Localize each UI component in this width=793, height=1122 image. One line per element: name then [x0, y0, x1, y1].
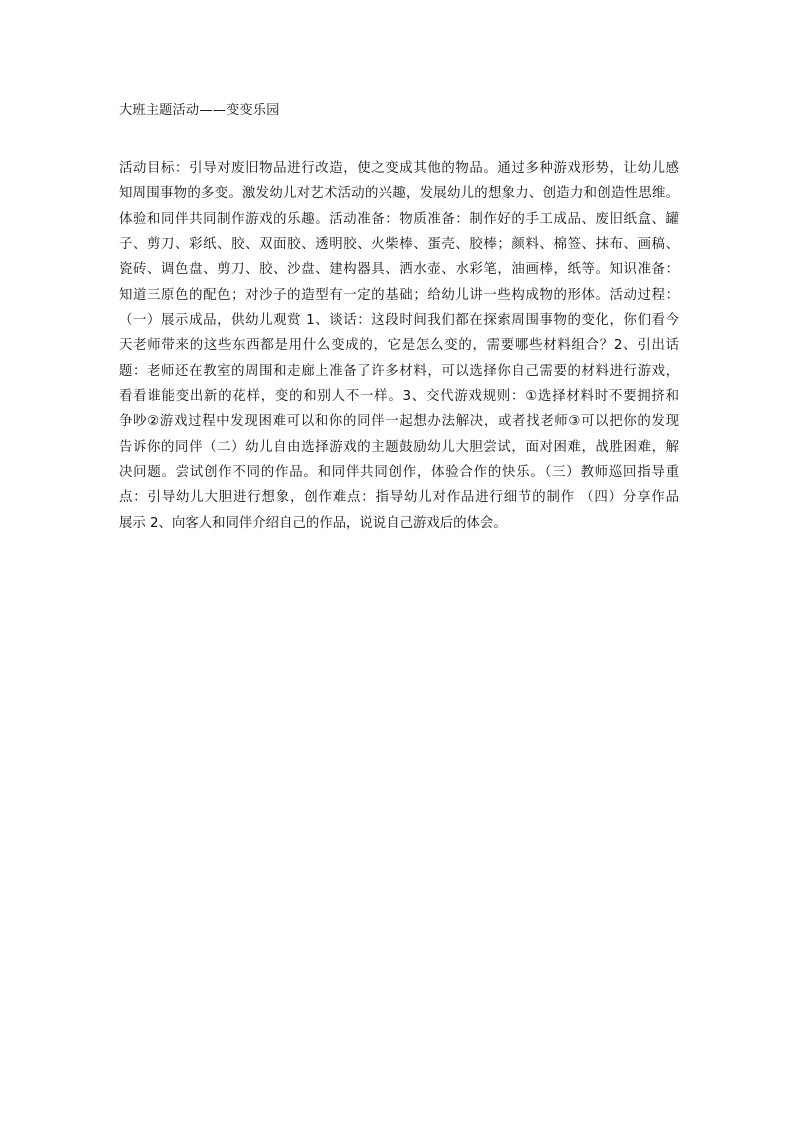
body-line: 知道三原色的配色；对沙子的造型有一定的基础；给幼儿讲一些构成物的形体。活动过程： — [119, 287, 679, 303]
body-line: （一）展示成品，供幼儿观赏 1、谈话：这段时间我们都在探索周围事物的变化，你们看今 — [119, 313, 679, 329]
body-line: 体验和同伴共同制作游戏的乐趣。活动准备：物质准备：制作好的手工成品、废旧纸盒、罐 — [119, 211, 679, 227]
body-line: 题：老师还在教室的周围和走廊上准备了许多材料，可以选择你自己需要的材料进行游戏， — [119, 363, 679, 379]
document-body — [119, 156, 679, 536]
body-line: 天老师带来的这些东西都是用什么变成的，它是怎么变的，需要哪些材料组合？2、引出话 — [119, 338, 679, 354]
body-line: 知周围事物的多变。激发幼儿对艺术活动的兴趣，发展幼儿的想象力、创造力和创造性思维。 — [119, 186, 679, 202]
body-line: 争吵②游戏过程中发现困难可以和你的同伴一起想办法解决，或者找老师③可以把你的发现 — [119, 414, 679, 430]
body-line: 瓷砖、调色盘、剪刀、胶、沙盘、建构器具、洒水壶、水彩笔，油画棒，纸等。知识准备： — [119, 262, 679, 278]
body-line: 点：引导幼儿大胆进行想象，创作难点：指导幼儿对作品进行细节的制作 （四）分享作品 — [119, 490, 679, 506]
body-line: 决问题。尝试创作不同的作品。和同伴共同创作，体验合作的快乐。（三）教师巡回指导重 — [119, 465, 679, 481]
body-line: 活动目标：引导对废旧物品进行改造，使之变成其他的物品。通过多种游戏形势，让幼儿感 — [119, 161, 679, 176]
body-line: 子、剪刀、彩纸、胶、双面胶、透明胶、火柴棒、蛋壳、胶棒；颜料、棉签、抹布、画稿、 — [119, 237, 679, 253]
body-line: 展示 2、向客人和同伴介绍自己的作品，说说自己游戏后的体会。 — [119, 515, 507, 531]
document-title: 大班主题活动——变变乐园 — [119, 103, 280, 118]
body-line: 告诉你的同伴（二）幼儿自由选择游戏的主题鼓励幼儿大胆尝试，面对困难，战胜困难，解 — [119, 439, 679, 455]
body-line: 看看谁能变出新的花样，变的和别人不一样。3、交代游戏规则：①选择材料时不要拥挤和 — [119, 389, 679, 405]
